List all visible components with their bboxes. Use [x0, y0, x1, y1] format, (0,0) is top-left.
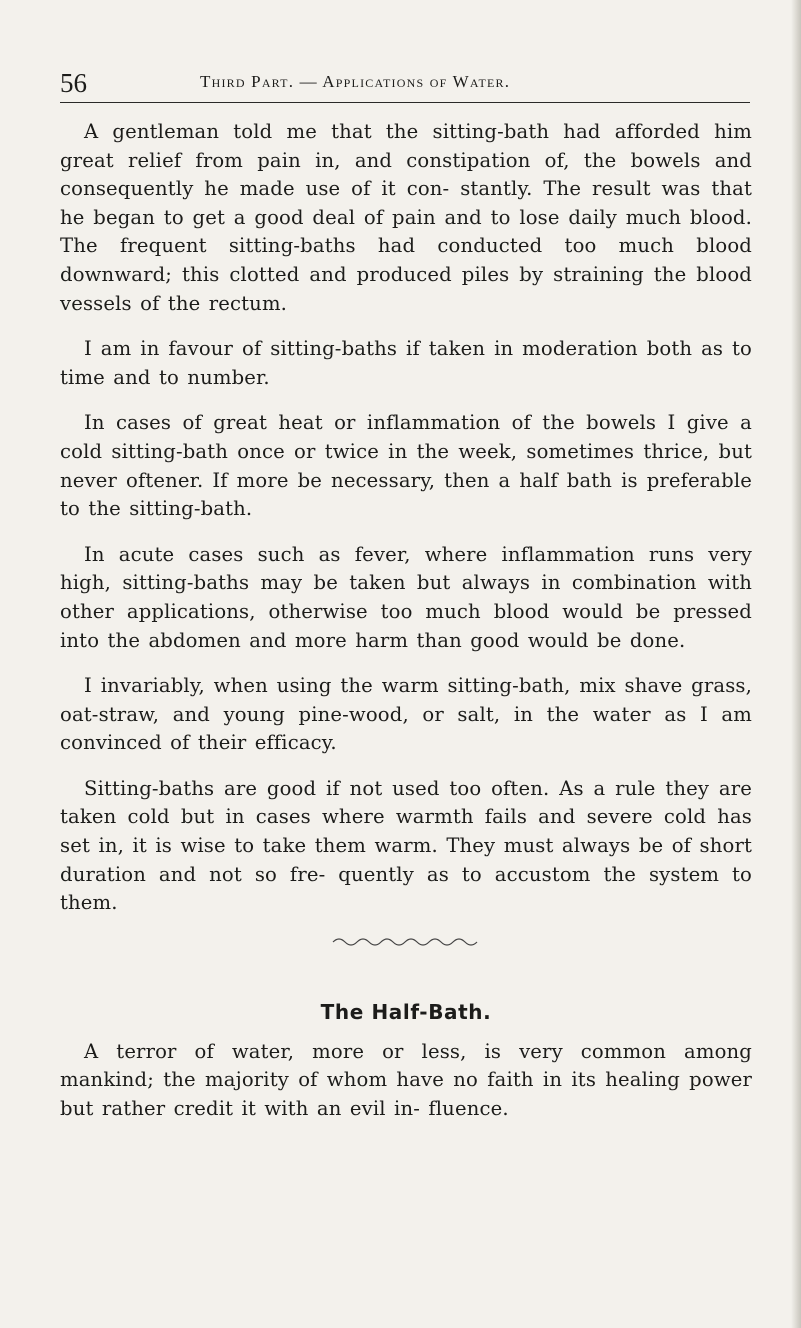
paragraph-2: I am in favour of sitting-baths if taken in moderation both as to time and to number.	[60, 337, 752, 389]
paragraph-3: In cases of great heat or inflammation of the bowels I give a cold sitting-bath once or twice in the week, sometimes thrice, but never oftener. If more be necessary, then a half bath is preferable to the sitting-bath.	[60, 411, 752, 521]
paragraph-1: A gentleman told me that the sitting-bath had afforded him great relief from pain in, and constipation of, the bowels and consequently he made use of it con- stantly. The result was that he began to get a good deal of pain and to lose daily much blood. The frequent sitting-baths had conducted too much blood downward; this clotted and produced piles by straining the blood vessels of the rectum.	[60, 120, 752, 315]
paragraph-6: Sitting-baths are good if not used too often. As a rule they are taken cold but in cases where warmth fails and severe cold has set in, it is wise to take them warm. They must always be of short duration and not so fre- quently as to accustom the system to them.	[60, 776, 752, 915]
page-edge-shadow	[791, 0, 801, 1328]
paragraph-5: I invariably, when using the warm sitting-bath, mix shave grass, oat-straw, and young pine-wood, or salt, in the water as I am convinced of their efficacy.	[60, 674, 752, 755]
wavy-ornament-icon	[331, 936, 481, 948]
running-title: Third Part. — Applications of Water.	[200, 72, 511, 91]
paragraph-4: In acute cases such as fever, where inflammation runs very high, sitting-baths may be taken but always in combination with other applications, otherwise too much blood would be pressed into the abdomen and more harm than good would be done.	[60, 542, 752, 652]
page-number: 56	[60, 68, 87, 98]
body-text	[60, 118, 752, 1141]
section-paragraph: A terror of water, more or less, is very common among mankind; the majority of whom have no faith in its healing power but rather credit it with an evil in- fluence.	[60, 1039, 752, 1121]
running-head	[60, 68, 750, 103]
section-heading: The Half-Bath.	[320, 999, 492, 1024]
